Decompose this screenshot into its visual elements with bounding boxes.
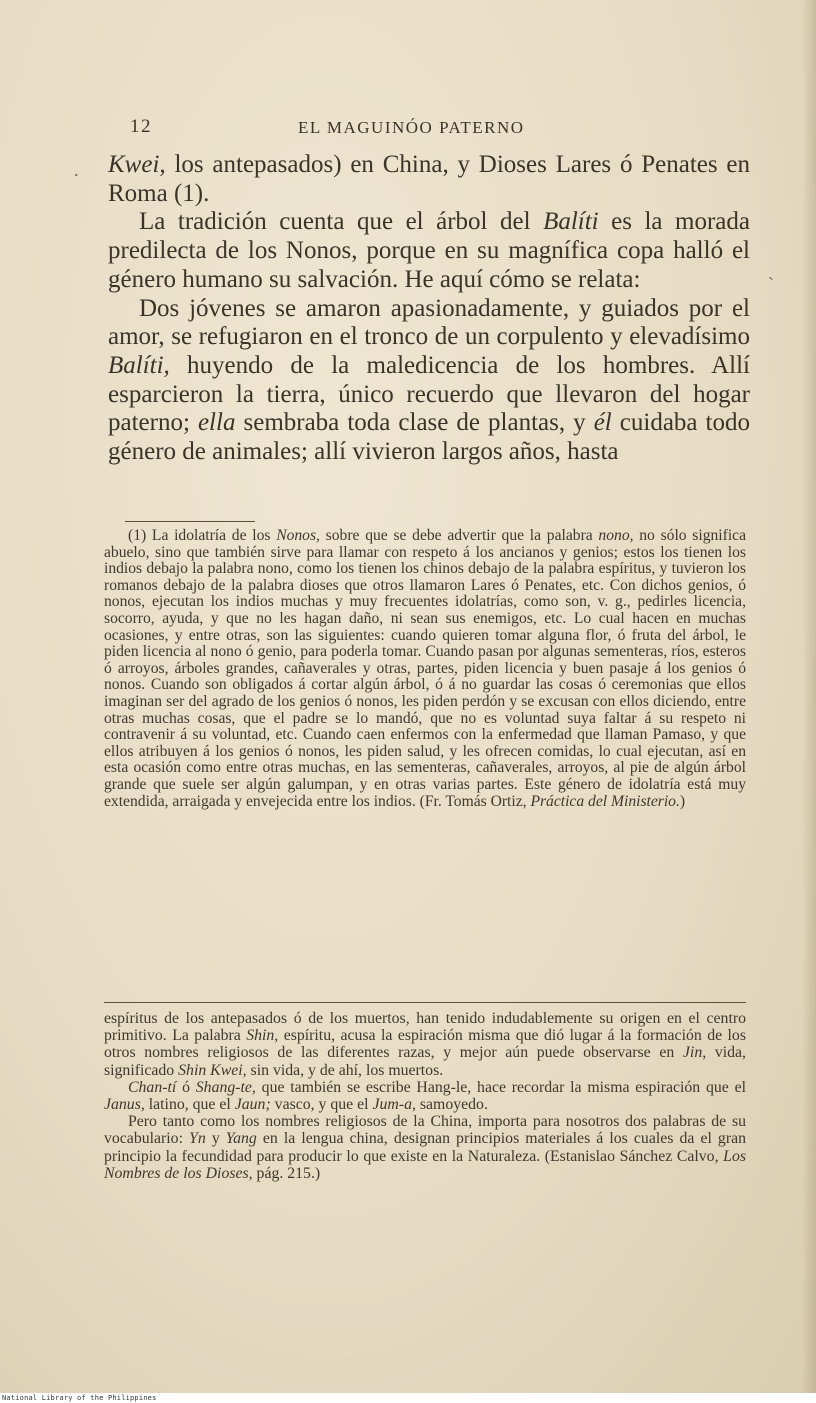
text-run: pág. 215.) (252, 1164, 321, 1182)
page-header (130, 116, 750, 146)
italic-run: ella (197, 409, 236, 437)
footnote-rule (125, 521, 255, 522)
text-run: vida, significado (104, 1044, 746, 1079)
text-run: Pero tanto como los nombres religiosos de la China, importa para nosotros dos palabras de su vocabulario: (104, 1113, 746, 1148)
italic-run: Jum-a, (372, 1096, 416, 1114)
text-run: en la lengua china, designan principios materiales á los cuales da el gran principio la fecundidad para producir lo que existe en la Naturaleza. (Estanislao Sánchez Calvo, (104, 1130, 747, 1165)
text-run: ) (679, 792, 686, 810)
text-run: espíritu, acusa la espiración misma que dió lugar á la formación de los otros nombres religiosos de las diferentes razas, y mejor aún puede observarse en (104, 1027, 746, 1062)
paragraph (104, 1113, 746, 1182)
italic-run: Los Nombres de los Dioses, (104, 1147, 746, 1182)
italic-run: Janus, (104, 1096, 145, 1114)
text-run: La tradición cuenta que el árbol del (139, 208, 544, 236)
library-credit: National Library of the Philippines (2, 1394, 157, 1402)
italic-run: nono, (598, 527, 634, 544)
text-run: sobre que se debe advertir que la palabra (319, 527, 599, 544)
margin-mark: ` (768, 274, 774, 294)
text-run: los antepasados) en China, y Dioses Lares ó Penates en Roma (1). (108, 151, 750, 207)
italic-run: él (593, 409, 612, 437)
italic-run: Balíti, (108, 351, 170, 379)
paragraph (108, 151, 750, 208)
paragraph (108, 208, 750, 294)
italic-run: Yn (189, 1130, 206, 1148)
italic-run: Kwei, (108, 151, 166, 178)
margin-mark: . (74, 160, 79, 180)
paragraph (104, 1079, 746, 1113)
text-run: que también se escribe Hang-le, hace recordar la misma espiración que el (255, 1078, 746, 1096)
text-run: latino, que el (144, 1096, 235, 1114)
footnote-text (104, 528, 746, 810)
italic-run: Shang-te, (195, 1078, 256, 1096)
text-run: y (205, 1130, 226, 1148)
italic-run: Shin Kwei, (178, 1061, 247, 1079)
text-run: vasco, y que el (270, 1096, 373, 1114)
text-run: Dos jóvenes se amaron apasionadamente, y guiados por el amor, se refugiaron en el tronco de un corpulento y elevadísimo (108, 294, 750, 351)
italic-run: Jaun; (234, 1096, 271, 1114)
footnote-continuation (104, 1010, 746, 1182)
italic-run: Chan-tí (128, 1078, 177, 1096)
text-run: cuidaba todo género de animales; allí vivieron largos años, hasta (108, 409, 750, 466)
text-run: sembraba toda clase de plantas, y (235, 409, 594, 437)
text-run: sin vida, y de ahí, los muertos. (246, 1061, 444, 1079)
italic-run: Balíti (543, 208, 599, 236)
footnote (104, 528, 746, 810)
italic-run: Jin, (682, 1044, 707, 1062)
text-run: samoyedo. (415, 1096, 488, 1114)
italic-run: Práctica del Ministerio. (530, 792, 680, 810)
paragraph (108, 295, 750, 467)
italic-run: Yang (225, 1130, 257, 1148)
italic-run: Nonos, (276, 527, 320, 544)
text-run: espíritus de los antepasados ó de los muertos, han tenido indudablemente su origen en el centro primitivo. La palabra (104, 1010, 746, 1045)
text-run: (1) La idolatría de los (128, 527, 277, 544)
running-title: EL MAGUINÓO PATERNO (298, 118, 525, 137)
page-number: 12 (130, 116, 152, 137)
text-run: huyendo de la maledicencia de los hombres. Allí esparcieron la tierra, único recuerdo que llevaron del hogar paterno; (108, 351, 750, 437)
text-run: ó (176, 1078, 196, 1096)
main-text (108, 151, 750, 467)
text-run: es la morada predilecta de los Nonos, porque en su magnífica copa halló el género humano su salvación. He aquí cómo se relata: (108, 208, 750, 293)
paragraph (104, 1010, 746, 1079)
italic-run: Shin, (246, 1027, 279, 1045)
text-run: no sólo significa abuelo, sino que también sirve para llamar con respeto á los ancianos y genios; estos los tienen los indios debajo la palabra nono, como los tienen los chinos debajo de la palabra espíritus, y tuvieron los romanos debajo de la palabra dioses que otros llamaron Lares ó Penates, etc. Con dichos genios, ó nonos, ejecutan los indios muchas y muy frecuentes idolatrías, como son, v. g., pedirles licencia, socorro, ayuda, y que no les hagan daño, ni sean sus enemigos, etc. Lo cual hacen en muchas ocasiones, y entre otras, son las siguientes: cuando quieren tomar alguna flor, ó fruta del árbol, le piden licencia al nono ó genio, para poderla tomar. Cuando pasan por algunas sementeras, ríos, esteros ó arroyos, árboles grandes, cañaverales y otras, partes, piden licencia y buen pasaje á los genios ó nonos. Cuando son obligados á cortar algún árbol, ó á no guardar las cosas ó ceremonias que ellos imaginan ser del agrado de los genios ó nonos, les piden perdón y se excusan con ellos diciendo, entre otras muchas cosas, que el padre se lo mandó, que no es voluntad suya faltar á su respeto ni contravenir á su voluntad, etc. Cuando caen enfermos con la enfermedad que llaman Pamaso, y que ellos atribuyen á los genios ó nonos, les piden salud, y les ofrecen comidas, lo cual ejecutan, así en esta ocasión como entre otras muchas, en las sementeras, cañaverales, arroyos, al pie de algún árbol grande que suele ser algún galumpan, y en otras varias partes. Este género de idolatría está muy extendida, arraigada y envejecida entre los indios. (Fr. Tomás Ortiz, (104, 527, 747, 810)
section-divider (104, 1002, 746, 1003)
